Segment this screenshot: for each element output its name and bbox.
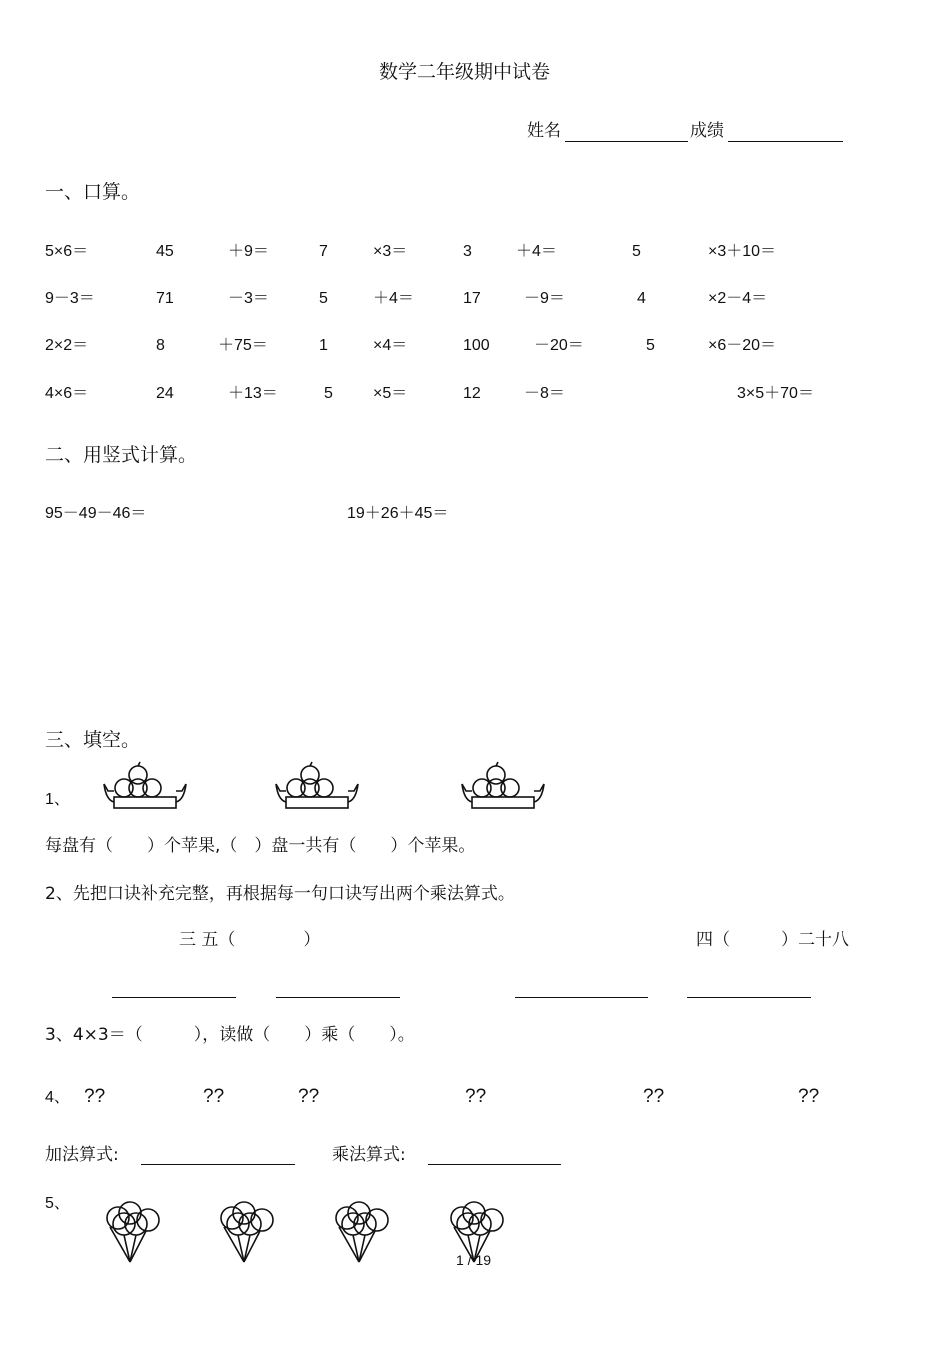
- oral-calc-cell: 17: [463, 290, 481, 307]
- q1-text: 每盘有（ ）个苹果,（ ）盘一共有（ ）个苹果。: [45, 836, 476, 856]
- oral-calc-cell: 9－3＝: [45, 290, 95, 307]
- balloon-bunch-icon: [331, 1200, 393, 1266]
- oral-calc-cell: 5: [324, 385, 333, 402]
- oral-calc-cell: ×2－4＝: [708, 290, 768, 307]
- balloon-bunch-icon: [216, 1200, 278, 1266]
- oral-calc-cell: 2×2＝: [45, 337, 89, 354]
- q2-answer-blank[interactable]: [276, 997, 400, 998]
- oral-calc-cell: ＋13＝: [228, 385, 278, 402]
- q2-answer-blank[interactable]: [515, 997, 648, 998]
- oral-calc-cell: ×3＋10＝: [708, 243, 777, 260]
- q3-text: 3、4×3＝（ ），读做（ ）乘（ ）。: [45, 1025, 415, 1045]
- q4-missing-image: ??: [643, 1086, 665, 1107]
- q4-number: 4、: [45, 1089, 70, 1106]
- section2-title: 二、用竖式计算。: [45, 444, 198, 466]
- q4-missing-image: ??: [298, 1086, 320, 1107]
- q1-number: 1、: [45, 791, 70, 808]
- q4-mul-blank[interactable]: [428, 1164, 561, 1165]
- oral-calc-cell: ＋75＝: [218, 337, 268, 354]
- q4-mul-label: 乘法算式:: [332, 1145, 406, 1165]
- vertical-calc-problem: 19＋26＋45＝: [347, 505, 449, 522]
- q4-add-label: 加法算式:: [45, 1145, 119, 1165]
- oral-calc-cell: 3×5＋70＝: [737, 385, 814, 402]
- apple-plate-icon: [100, 762, 195, 812]
- q2-text: 2、先把口诀补充完整，再根据每一句口诀写出两个乘法算式。: [45, 884, 515, 904]
- q4-add-blank[interactable]: [141, 1164, 295, 1165]
- section3-title: 三、填空。: [45, 729, 141, 751]
- oral-calc-cell: －20＝: [534, 337, 584, 354]
- q2-rhyme-right: 四（ ）二十八: [696, 930, 849, 950]
- oral-calc-cell: －9＝: [524, 290, 565, 307]
- oral-calc-cell: 5: [319, 290, 328, 307]
- q2-answer-blank[interactable]: [687, 997, 811, 998]
- q4-missing-image: ??: [84, 1086, 106, 1107]
- oral-calc-cell: 1: [319, 337, 328, 354]
- oral-calc-cell: 24: [156, 385, 174, 402]
- apple-plate-icon: [458, 762, 553, 812]
- oral-calc-cell: 7: [319, 243, 328, 260]
- name-label: 姓名: [527, 121, 561, 141]
- oral-calc-cell: 5: [632, 243, 641, 260]
- section1-title: 一、口算。: [45, 181, 141, 203]
- q4-missing-image: ??: [798, 1086, 820, 1107]
- oral-calc-cell: 12: [463, 385, 481, 402]
- oral-calc-cell: 4×6＝: [45, 385, 89, 402]
- oral-calc-cell: 5: [646, 337, 655, 354]
- q4-missing-image: ??: [203, 1086, 225, 1107]
- q5-number: 5、: [45, 1195, 70, 1212]
- oral-calc-cell: 4: [637, 290, 646, 307]
- oral-calc-cell: ＋4＝: [373, 290, 414, 307]
- score-label: 成绩: [690, 121, 724, 141]
- name-blank[interactable]: [565, 141, 688, 142]
- oral-calc-cell: ＋4＝: [516, 243, 557, 260]
- oral-calc-cell: ×6－20＝: [708, 337, 777, 354]
- oral-calc-cell: －3＝: [228, 290, 269, 307]
- oral-calc-cell: ×5＝: [373, 385, 408, 402]
- oral-calc-cell: －8＝: [524, 385, 565, 402]
- vertical-calc-problem: 95－49－46＝: [45, 505, 147, 522]
- oral-calc-cell: 5×6＝: [45, 243, 89, 260]
- oral-calc-cell: 45: [156, 243, 174, 260]
- oral-calc-cell: ×4＝: [373, 337, 408, 354]
- q2-rhyme-left: 三 五（ ）: [179, 930, 321, 950]
- oral-calc-cell: 3: [463, 243, 472, 260]
- apple-plate-icon: [272, 762, 367, 812]
- q4-missing-image: ??: [465, 1086, 487, 1107]
- oral-calc-cell: 8: [156, 337, 165, 354]
- page-number: 1 / 19: [456, 1252, 492, 1268]
- page-title: 数学二年级期中试卷: [379, 61, 551, 83]
- oral-calc-cell: ＋9＝: [228, 243, 269, 260]
- oral-calc-cell: 71: [156, 290, 174, 307]
- q2-answer-blank[interactable]: [112, 997, 236, 998]
- oral-calc-cell: ×3＝: [373, 243, 408, 260]
- score-blank[interactable]: [728, 141, 843, 142]
- balloon-bunch-icon: [102, 1200, 164, 1266]
- oral-calc-cell: 100: [463, 337, 490, 354]
